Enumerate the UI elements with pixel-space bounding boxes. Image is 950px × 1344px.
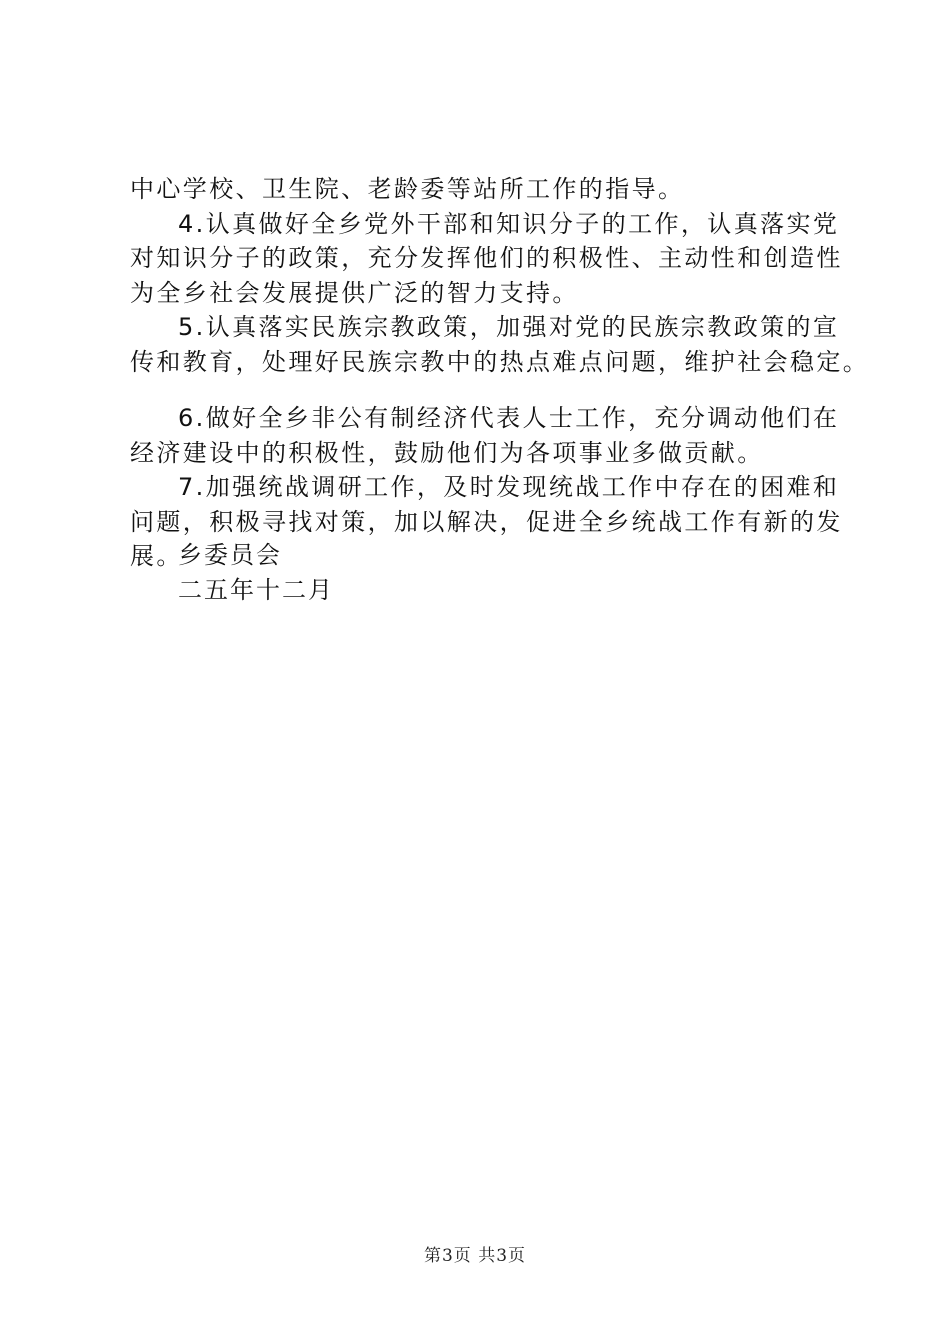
paragraph-line: 问题，积极寻找对策，加以解决，促进全乡统战工作有新的发	[130, 507, 843, 536]
paragraph-line: 展。	[130, 542, 183, 570]
paragraph-item-continuation	[130, 172, 842, 207]
page-number-footer: 第3页 共3页	[423, 1246, 527, 1266]
paragraph-line: 7.加强统战调研工作，及时发现统战工作中存在的困难和	[178, 473, 840, 501]
paragraph-line: 5.认真落实民族宗教政策，加强对党的民族宗教政策的宣	[178, 313, 840, 341]
paragraph-line: 6.做好全乡非公有制经济代表人士工作，充分调动他们在	[178, 404, 840, 432]
paragraph-item-5	[130, 310, 870, 379]
signature-block	[178, 538, 334, 607]
paragraph-line: 经济建设中的积极性，鼓励他们为各项事业多做贡献。	[130, 438, 764, 467]
paragraph-item-4	[130, 207, 842, 311]
paragraph-line: 4.认真做好全乡党外干部和知识分子的工作，认真落实党	[178, 209, 840, 238]
paragraph-line: 传和教育，处理好民族宗教中的热点难点问题，维护社会稳定。	[130, 347, 870, 376]
paragraph-line: 对知识分子的政策，充分发挥他们的积极性、主动性和创造性	[130, 244, 843, 272]
paragraph-line: 为全乡社会发展提供广泛的智力支持。	[130, 278, 579, 307]
signature-organization: 乡委员会	[178, 541, 282, 569]
signature-date: 二五年十二月	[178, 575, 334, 604]
paragraph-line: 中心学校、卫生院、老龄委等站所工作的指导。	[130, 175, 685, 203]
document-body	[130, 172, 870, 574]
paragraph-item-6	[130, 401, 842, 470]
